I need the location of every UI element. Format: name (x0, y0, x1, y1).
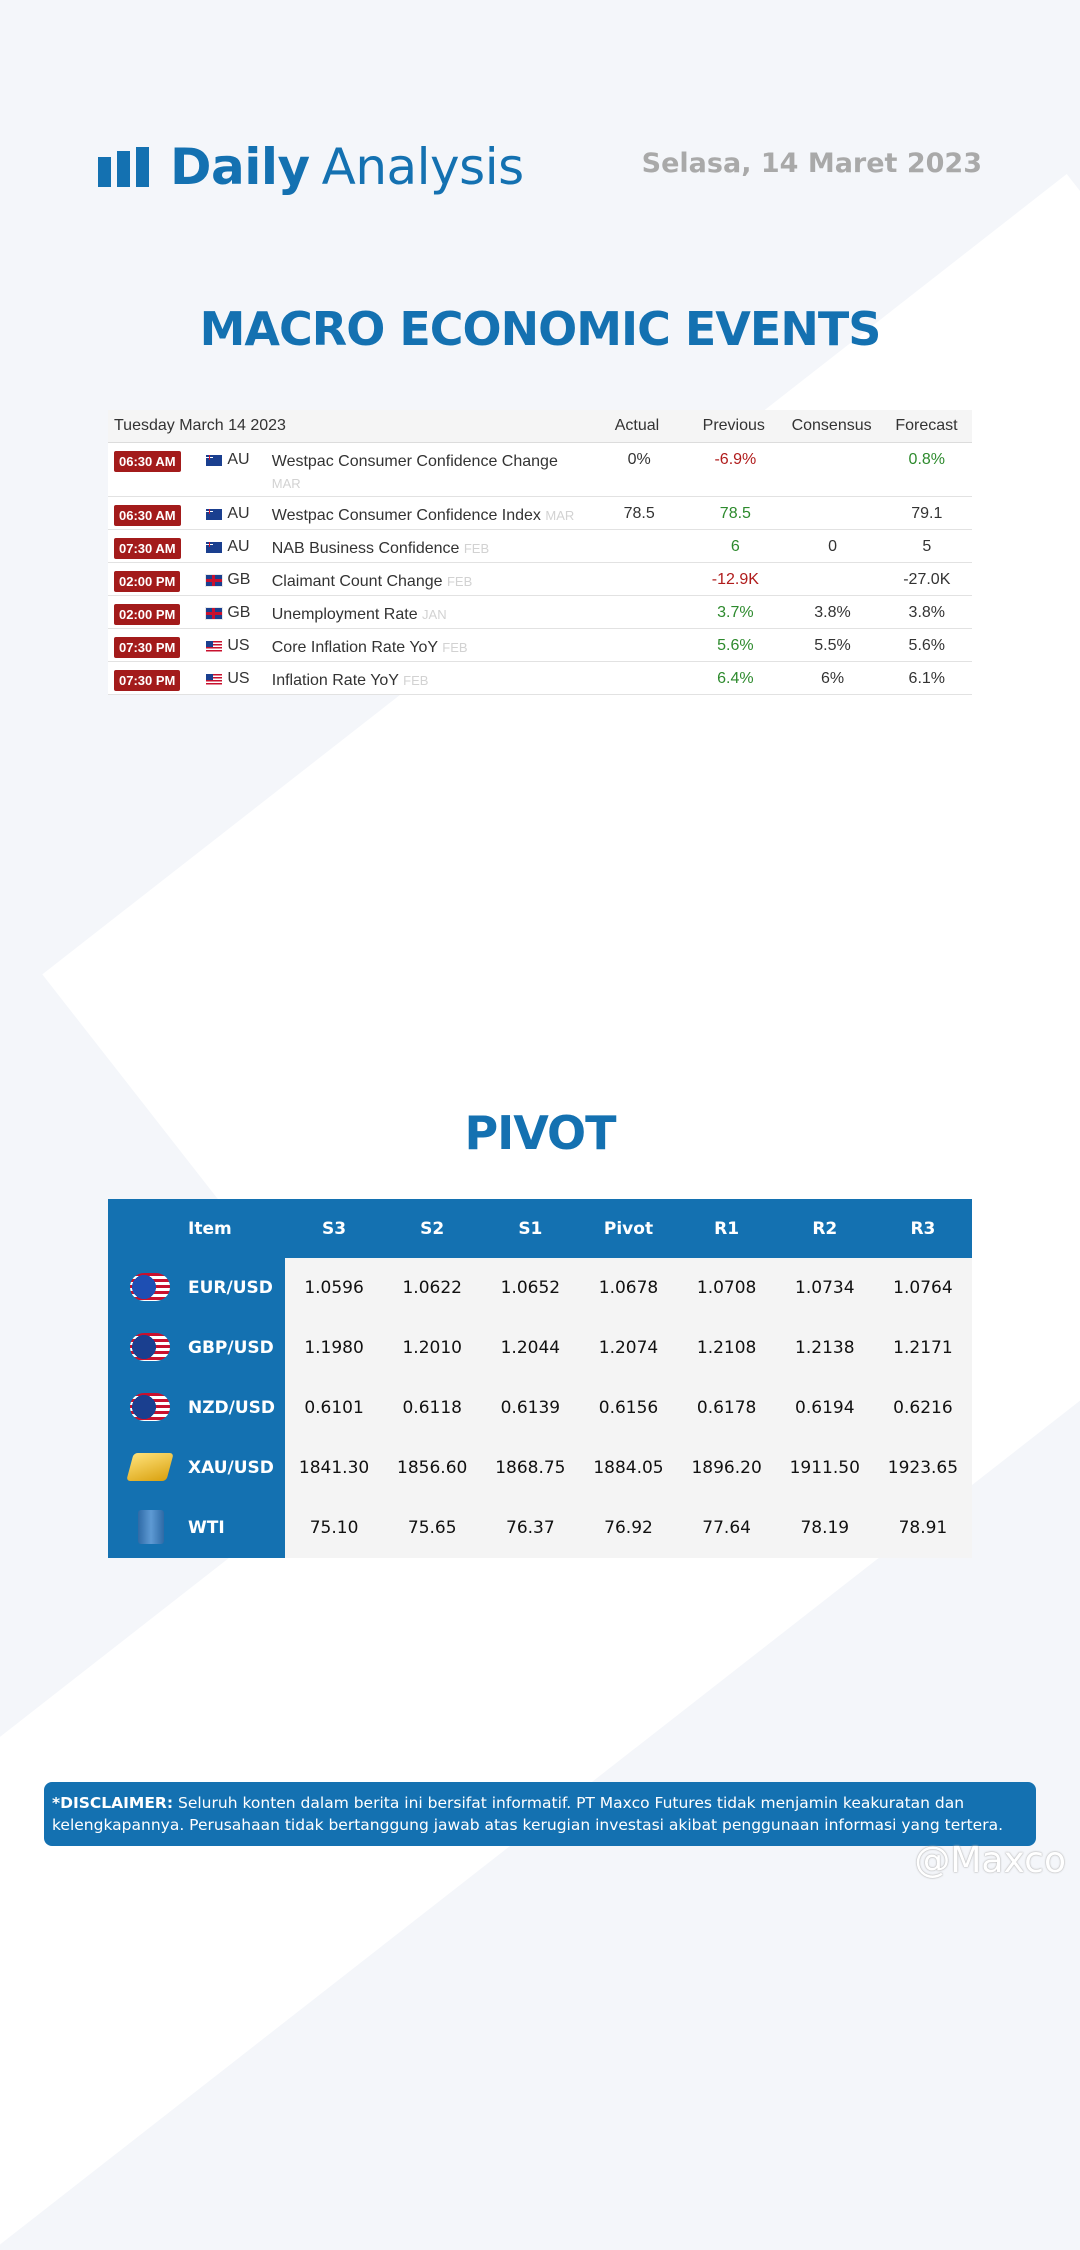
country-code: AU (227, 505, 250, 522)
event-previous: -12.9K (711, 571, 759, 588)
event-time (108, 497, 206, 526)
calendar-row (108, 563, 972, 596)
report-date: Selasa, 14 Maret 2023 (641, 148, 982, 179)
pivot-cell: 1.2044 (481, 1318, 579, 1378)
pivot-cell: 1.0678 (579, 1258, 677, 1318)
pivot-cell: 0.6118 (383, 1378, 481, 1438)
event-consensus: 3.8% (814, 604, 851, 621)
pivot-cell: 1.0622 (383, 1258, 481, 1318)
country-code: US (227, 670, 250, 687)
pivot-cell: 1841.30 (285, 1438, 383, 1498)
event-forecast: 5.6% (908, 637, 946, 654)
event-name: NAB Business Confidence (271, 540, 460, 557)
country-code: AU (227, 538, 250, 555)
pivot-item-label: XAU/USD (188, 1458, 274, 1478)
pivot-cell: 1896.20 (678, 1438, 776, 1498)
pivot-cell: 1.0708 (678, 1258, 776, 1318)
gb-flag-icon (206, 575, 222, 586)
pivot-item (108, 1438, 285, 1498)
logo-light: Analysis (321, 138, 524, 196)
pivot-table (108, 1199, 972, 1558)
col-previous: Previous (702, 417, 765, 434)
pivot-cell: 77.64 (678, 1498, 776, 1558)
calendar-date-label: Tuesday March 14 2023 (114, 417, 286, 434)
pivot-item (108, 1258, 285, 1318)
pivot-row (108, 1498, 972, 1558)
event-actual (591, 629, 687, 637)
pivot-cell: 1.2074 (579, 1318, 677, 1378)
event-country (206, 662, 271, 688)
event-actual (591, 530, 687, 538)
pivot-row (108, 1318, 972, 1378)
pivot-cell: 76.92 (579, 1498, 677, 1558)
pivot-col-pivot: Pivot (579, 1199, 677, 1258)
event-consensus: 5.5% (814, 637, 851, 654)
pivot-cell: 1.0764 (874, 1258, 972, 1318)
event-forecast: 5 (922, 538, 932, 555)
logo-text (170, 138, 524, 196)
country-code: GB (227, 604, 251, 621)
pivot-col-s3: S3 (285, 1199, 383, 1258)
event-consensus: 6% (820, 670, 845, 687)
pivot-row (108, 1438, 972, 1498)
watermark: @Maxco (914, 1840, 1066, 1881)
country-code: AU (227, 451, 250, 468)
pivot-row (108, 1258, 972, 1318)
pivot-title: PIVOT (464, 1106, 616, 1160)
pivot-cell: 75.65 (383, 1498, 481, 1558)
us-flag-icon (206, 674, 222, 685)
event-period: MAR (545, 508, 575, 523)
pivot-cell: 1.1980 (285, 1318, 383, 1378)
event-time (108, 662, 206, 691)
pivot-cell: 1868.75 (481, 1438, 579, 1498)
event-forecast: 79.1 (911, 505, 943, 522)
pivot-cell: 78.91 (874, 1498, 972, 1558)
event-title (272, 629, 591, 659)
event-previous: -6.9% (714, 451, 757, 468)
pivot-cell: 75.10 (285, 1498, 383, 1558)
country-code: US (227, 637, 250, 654)
pivot-cell: 1.2108 (678, 1318, 776, 1378)
event-name: Inflation Rate YoY (271, 672, 399, 689)
logo-bold: Daily (170, 138, 310, 196)
col-consensus: Consensus (791, 417, 872, 434)
pivot-cell: 1.2138 (776, 1318, 874, 1378)
event-title (272, 662, 591, 692)
event-actual (591, 662, 687, 670)
event-previous: 6.4% (717, 670, 754, 687)
disclaimer-text: Seluruh konten dalam berita ini bersifat informatif. PT Maxco Futures tidak menjamin keakuratan dan kelengkapannya. Perusahaan tidak bertanggung jawab atas kerugian investasi akibat penggunaan informasi yang tertera. (52, 1794, 1004, 1834)
event-actual: 78.5 (623, 505, 655, 522)
event-country (206, 497, 271, 523)
event-actual (591, 563, 687, 571)
event-name: Claimant Count Change (271, 573, 443, 590)
au-flag-icon (206, 455, 222, 466)
event-time (108, 563, 206, 592)
event-previous: 3.7% (717, 604, 754, 621)
bar-chart-logo-icon (98, 147, 150, 187)
pivot-cell: 1884.05 (579, 1438, 677, 1498)
pivot-cell: 0.6156 (579, 1378, 677, 1438)
economic-calendar-table (108, 410, 972, 695)
oil-barrel-icon (138, 1510, 164, 1544)
us-flag-icon (206, 641, 222, 652)
au-flag-icon (206, 509, 222, 520)
pivot-cell: 0.6178 (678, 1378, 776, 1438)
event-name: Westpac Consumer Confidence Change (271, 453, 558, 470)
event-forecast: -27.0K (903, 571, 951, 588)
event-country (206, 530, 271, 556)
pivot-cell: 0.6194 (776, 1378, 874, 1438)
pivot-cell: 1.0652 (481, 1258, 579, 1318)
gbp-usd-flag-icon (130, 1333, 170, 1361)
event-country (206, 596, 271, 622)
au-flag-icon (206, 542, 222, 553)
calendar-row (108, 596, 972, 629)
event-country (206, 563, 271, 589)
event-forecast: 6.1% (908, 670, 946, 687)
pivot-item-label: EUR/USD (188, 1278, 273, 1298)
col-actual: Actual (614, 417, 660, 434)
pivot-col-item: Item (108, 1199, 285, 1258)
pivot-item-label: NZD/USD (188, 1398, 276, 1418)
gold-bars-icon (126, 1453, 174, 1481)
event-title (272, 443, 591, 495)
time-badge: 07:30 PM (114, 637, 180, 658)
event-country (206, 629, 271, 655)
event-time (108, 629, 206, 658)
event-name: Core Inflation Rate YoY (271, 639, 438, 656)
event-previous: 6 (730, 538, 740, 555)
pivot-col-r1: R1 (678, 1199, 776, 1258)
event-title (272, 497, 591, 527)
pivot-row (108, 1378, 972, 1438)
pivot-item-label: GBP/USD (188, 1338, 274, 1358)
pivot-cell: 76.37 (481, 1498, 579, 1558)
pivot-cell: 0.6216 (874, 1378, 972, 1438)
pivot-col-s1: S1 (481, 1199, 579, 1258)
pivot-col-r2: R2 (776, 1199, 874, 1258)
event-consensus (783, 563, 881, 571)
event-name: Westpac Consumer Confidence Index (271, 507, 541, 524)
disclaimer-box (44, 1782, 1036, 1846)
event-period: FEB (446, 574, 473, 589)
event-consensus: 0 (828, 538, 837, 555)
pivot-item (108, 1378, 285, 1438)
event-name: Unemployment Rate (271, 606, 418, 623)
event-actual (591, 596, 687, 604)
pivot-item (108, 1318, 285, 1378)
calendar-header-row (108, 410, 972, 443)
event-consensus (783, 443, 881, 451)
event-forecast: 3.8% (908, 604, 946, 621)
event-previous: 5.6% (717, 637, 754, 654)
pivot-item-label: WTI (188, 1518, 225, 1538)
pivot-cell: 1.2010 (383, 1318, 481, 1378)
pivot-cell: 1.0596 (285, 1258, 383, 1318)
gb-flag-icon (206, 608, 222, 619)
event-time (108, 596, 206, 625)
pivot-item (108, 1498, 285, 1558)
event-period: FEB (463, 541, 490, 556)
col-forecast: Forecast (895, 417, 958, 434)
disclaimer-label: *DISCLAIMER: (52, 1794, 174, 1812)
event-period: FEB (403, 673, 429, 688)
event-forecast: 0.8% (908, 451, 946, 468)
pivot-cell: 1856.60 (383, 1438, 481, 1498)
pivot-cell: 1.0734 (776, 1258, 874, 1318)
time-badge: 07:30 PM (114, 670, 180, 691)
event-period: FEB (442, 640, 468, 655)
time-badge: 06:30 AM (114, 505, 181, 526)
event-time (108, 530, 206, 559)
pivot-cell: 1.2171 (874, 1318, 972, 1378)
event-title (272, 530, 591, 560)
event-time (108, 443, 206, 472)
time-badge: 06:30 AM (114, 451, 181, 472)
event-title (272, 563, 591, 593)
pivot-col-r3: R3 (874, 1199, 972, 1258)
time-badge: 07:30 AM (114, 538, 181, 559)
pivot-cell: 0.6101 (285, 1378, 383, 1438)
calendar-row (108, 629, 972, 662)
pivot-cell: 0.6139 (481, 1378, 579, 1438)
header (98, 138, 524, 196)
pivot-header-row (108, 1199, 972, 1258)
time-badge: 02:00 PM (114, 604, 180, 625)
event-title (272, 596, 591, 626)
calendar-row (108, 443, 972, 497)
eur-usd-flag-icon (130, 1273, 170, 1301)
event-consensus (783, 497, 881, 505)
macro-events-title: MACRO ECONOMIC EVENTS (199, 302, 881, 356)
pivot-cell: 78.19 (776, 1498, 874, 1558)
pivot-cell: 1911.50 (776, 1438, 874, 1498)
event-previous: 78.5 (719, 505, 751, 522)
pivot-cell: 1923.65 (874, 1438, 972, 1498)
nzd-usd-flag-icon (130, 1393, 170, 1421)
event-actual: 0% (627, 451, 651, 468)
pivot-col-s2: S2 (383, 1199, 481, 1258)
event-country (206, 443, 271, 469)
event-period: MAR (271, 476, 301, 491)
calendar-row (108, 662, 972, 695)
event-period: JAN (422, 607, 447, 622)
time-badge: 02:00 PM (114, 571, 180, 592)
calendar-row (108, 530, 972, 563)
country-code: GB (227, 571, 251, 588)
calendar-row (108, 497, 972, 530)
